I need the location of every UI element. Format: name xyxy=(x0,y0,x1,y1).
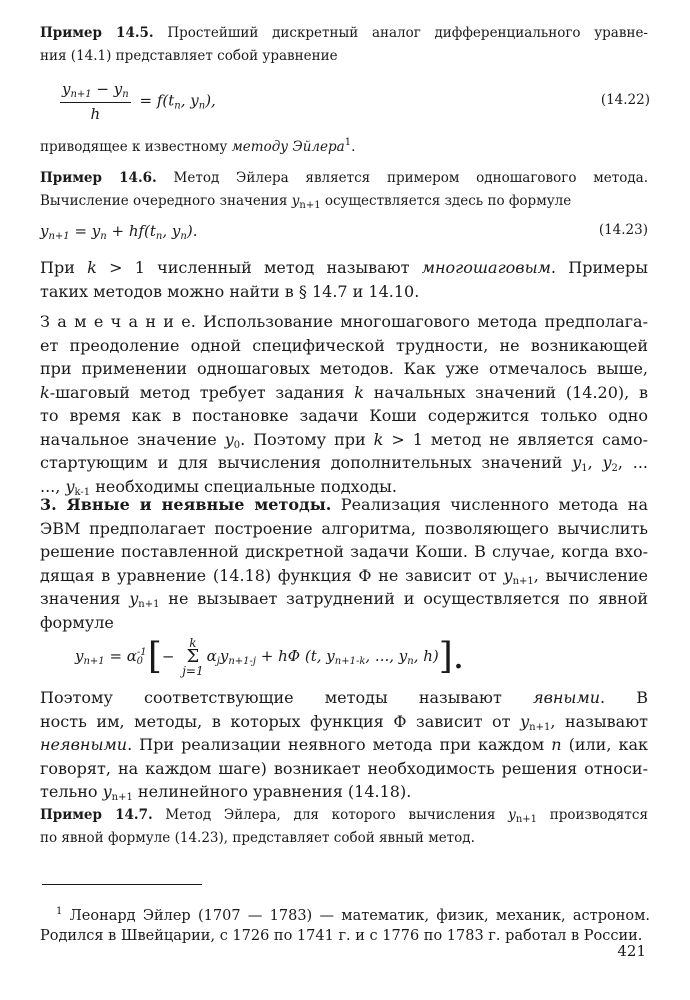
implicit-term: неявными xyxy=(40,735,128,754)
example-14-5: Пример 14.5. Простейший дискретный аналог дифференциального уравне- ния (14.1) представляет собой уравнение xyxy=(40,25,648,64)
section-3: 3. Явные и неявные методы. Реализация численного метода на ЭВМ предполагает построение алгоритма, позволяющего вычислить решение поставленной дискретной задачи Коши. В случае, когда вхо- дящая в уравнение (14.18) функция Φ не зависит от $y_{n+1}$, вычисление значения $y_{n+1}$ не вызывает затруднений и осуществляется по явной формуле xyxy=(40,495,648,632)
explicit-term: явными xyxy=(532,688,601,707)
equation-14-23: $y_{n+1} = y_n + hf(t_n$, $y_n$). (14.23) xyxy=(40,222,648,242)
section-heading: 3. Явные и неявные методы. xyxy=(40,495,332,514)
example-14-7: Пример 14.7. Метод Эйлера, для которого вычисления $y_{n+1}$ производятся по явной формуле (14.23), представляет собой явный метод. xyxy=(40,807,648,846)
remark-label: З а м е ч а н и е. xyxy=(40,312,196,331)
equation-14-22: $\frac{y_{n+1} - y_n}{h}$ = $f(t_n$, $y_n$), (14.22) xyxy=(62,80,650,123)
example-14-6: Пример 14.6. Метод Эйлера является примером одношагового метода. Вычисление очередного значения $y_{n+1}$ осуществляется здесь по формуле xyxy=(40,170,648,211)
footnote-mark: 1 xyxy=(56,906,63,917)
example-label: Пример 14.7. xyxy=(40,807,153,823)
summation: k Σ j=1 xyxy=(182,635,204,678)
fraction: $\frac{y_{n+1} - y_n}{h}$ xyxy=(62,80,129,123)
example-label: Пример 14.6. xyxy=(40,170,157,186)
equation-number: (14.22) xyxy=(600,92,650,108)
euler-method-term: методу Эйлера xyxy=(231,139,345,155)
footnote-rule xyxy=(42,884,202,885)
multistep-paragraph: При k > 1 численный метод называют многошаговым. Примеры таких методов можно найти в § 14.7 и 14.10. xyxy=(40,258,648,301)
right-bracket: ]. xyxy=(438,636,465,677)
equation-number: (14.23) xyxy=(598,222,648,238)
footnote-mark: 1 xyxy=(344,137,352,148)
example-label: Пример 14.5. xyxy=(40,25,154,41)
page-number: 421 xyxy=(617,942,646,960)
explicit-formula: $y_{n+1} = \alpha^{-1}_0$ [− k Σ $j=1\alpha_jy_{n+1-j} + h\Phi$ (t, $y_{n+1-k}$, ..., $y_n$, h)]. xyxy=(75,635,465,678)
left-bracket: [ xyxy=(147,636,162,677)
remark: З а м е ч а н и е. Использование многошагового метода предполага- ет преодоление одной специфической трудности, не возникающей при применении одношаговых методов. Как уже отмечалось выше, k-шаговый метод требует задания k начальных значений (14.20), в то время как в постановке задачи Коши содержится только одно начальное значение $y_0$. Поэтому при k > 1 метод не является само- стартующим и для вычисления дополнительных значений $y_1$, $y_2$, ... ..., $y_{k-1}$ необходимы специальные подходы. xyxy=(40,312,648,498)
footnote: $^1$ Леонард Эйлер (1707 — 1783) — математик, физик, механик, астроном. Родился в Швейцарии, с 1726 по 1741 г. и с 1776 по 1783 г. работал в России. xyxy=(40,906,650,944)
after-equation-14-22: приводящее к известному методу Эйлера$^1$. xyxy=(40,137,356,155)
multistep-term: многошаговым xyxy=(421,258,551,277)
explicit-implicit-paragraph: Поэтому соответствующие методы называют явными. В ность им, методы, в которых функция Φ зависит от $y_{n+1}$, называют неявными. При реализации неявного метода при каждом n (или, как говорят, на каждом шаге) возникает необходимость решения относи- тельно $y_{n+1}$ нелинейного уравнения (14.18). xyxy=(40,688,648,803)
